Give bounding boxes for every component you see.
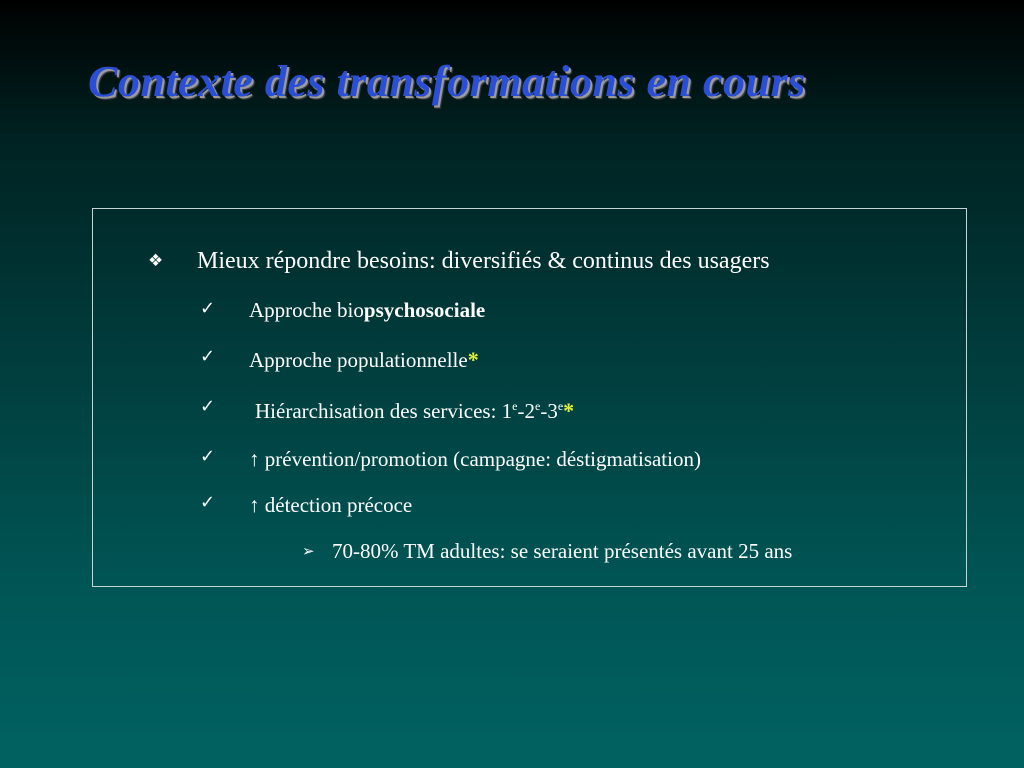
main-point: Mieux répondre besoins: diversifiés & continus des usagers: [197, 248, 770, 274]
list-item-prevention-promotion: ↑ prévention/promotion (campagne: déstigmatisation): [249, 447, 701, 471]
asterisk-marker: *: [563, 398, 575, 423]
item-text: Approche bio: [249, 298, 364, 322]
slide-title: Contexte des transformations en cours: [88, 57, 806, 106]
checkmark-icon: ✓: [200, 346, 216, 367]
arrowhead-right-icon: ➢: [302, 542, 315, 560]
item-text: Hiérarchisation des services: 1: [255, 399, 513, 423]
checkmark-icon: ✓: [200, 492, 216, 513]
item-text: Approche populationnelle: [249, 348, 468, 372]
list-item-approche-populationnelle: [249, 347, 479, 373]
checkmark-icon: ✓: [200, 446, 216, 467]
sub-item-statistic: 70-80% TM adultes: se seraient présentés avant 25 ans: [332, 539, 793, 563]
list-item-hierarchisation: [255, 398, 574, 424]
checkmark-icon: ✓: [200, 396, 216, 417]
list-item-approche-biopsychosociale: [249, 298, 485, 323]
asterisk-marker: *: [467, 347, 479, 372]
superscript: e: [557, 399, 564, 413]
item-bold-text: psychosociale: [363, 298, 486, 322]
content-box: [92, 208, 967, 587]
superscript: e: [512, 399, 518, 413]
item-text-part: -2: [517, 399, 535, 423]
item-text-part: -3: [540, 399, 558, 423]
diamond-cluster-icon: ❖: [148, 251, 164, 271]
checkmark-icon: ✓: [200, 298, 216, 319]
list-item-detection-precoce: ↑ détection précoce: [249, 493, 413, 517]
superscript: e: [535, 399, 541, 413]
